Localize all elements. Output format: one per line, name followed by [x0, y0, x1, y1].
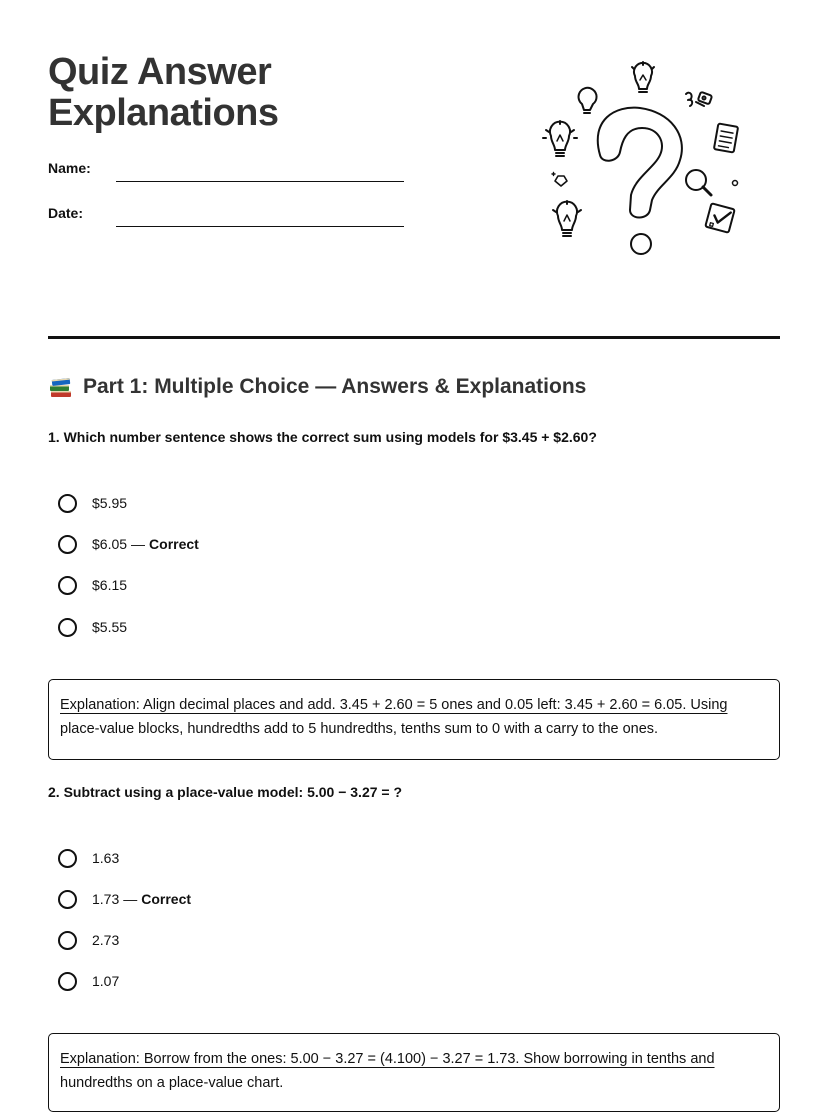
radio-button[interactable] [58, 890, 77, 909]
radio-button[interactable] [58, 494, 77, 513]
question-2-explanation [48, 1033, 780, 1112]
correct-tag: Correct [149, 536, 199, 552]
name-field-row [48, 160, 408, 190]
radio-button[interactable] [58, 849, 77, 868]
question-1-option-4[interactable] [58, 615, 127, 639]
explanation-line-1: Explanation: Align decimal places and add. 3.45 + 2.60 = 5 ones and 0.05 left: 3.45 + 2.60 = 6.05. Using [60, 697, 728, 713]
books-icon [48, 374, 74, 400]
question-2-option-2[interactable] [58, 887, 191, 911]
question-2-option-4[interactable] [58, 969, 119, 993]
worksheet-header [48, 48, 428, 221]
option-text: 1.73 [92, 891, 120, 907]
question-2-prompt: 2. Subtract using a place-value model: 5.00 − 3.27 = ? [48, 784, 403, 800]
option-text: 1.63 [92, 850, 120, 866]
explanation-line-1: Explanation: Borrow from the ones: 5.00 − 3.27 = (4.100) − 3.27 = 1.73. Show borrowing in tenths and [60, 1051, 715, 1067]
option-text: $6.05 [92, 536, 128, 552]
section-title [48, 374, 586, 400]
question-1-option-1[interactable] [58, 491, 127, 515]
question-2-option-3[interactable] [58, 928, 119, 952]
radio-button[interactable] [58, 535, 77, 554]
option-separator: — [131, 536, 146, 552]
radio-button[interactable] [58, 618, 77, 637]
page-title-line-2: Explanations [48, 92, 279, 134]
correct-tag: Correct [141, 891, 192, 907]
explanation-line-2: place-value blocks, hundredths add to 5 hundredths, tenths sum to 0 with a carry to the ones. [60, 721, 659, 737]
page-title-line-1: Quiz Answer [48, 51, 272, 93]
date-field-row [48, 205, 408, 235]
section-divider [48, 336, 780, 339]
date-field[interactable] [116, 226, 404, 227]
radio-button[interactable] [58, 931, 77, 950]
page-title [48, 52, 428, 134]
question-2-option-1[interactable] [58, 846, 119, 870]
option-text: $5.95 [92, 495, 128, 511]
question-1-option-3[interactable] [58, 573, 127, 597]
option-separator: — [123, 891, 138, 907]
option-text: $5.55 [92, 619, 128, 635]
section-title-text: Part 1: Multiple Choice — Answers & Explanations [83, 375, 587, 398]
question-1-option-2[interactable] [58, 532, 199, 556]
radio-button[interactable] [58, 576, 77, 595]
option-text: $6.15 [92, 577, 128, 593]
question-1-prompt: 1. Which number sentence shows the correct sum using models for $3.45 + $2.60? [48, 429, 597, 445]
question-1-explanation [48, 679, 780, 760]
explanation-line-2: hundredths on a place-value chart. [60, 1075, 284, 1091]
radio-button[interactable] [58, 972, 77, 991]
date-label: Date: [48, 205, 84, 221]
option-text: 1.07 [92, 973, 120, 989]
option-text: 2.73 [92, 932, 120, 948]
question-mark-with-lightbulbs-icon [530, 60, 760, 265]
name-field[interactable] [116, 181, 404, 182]
name-label: Name: [48, 160, 91, 176]
